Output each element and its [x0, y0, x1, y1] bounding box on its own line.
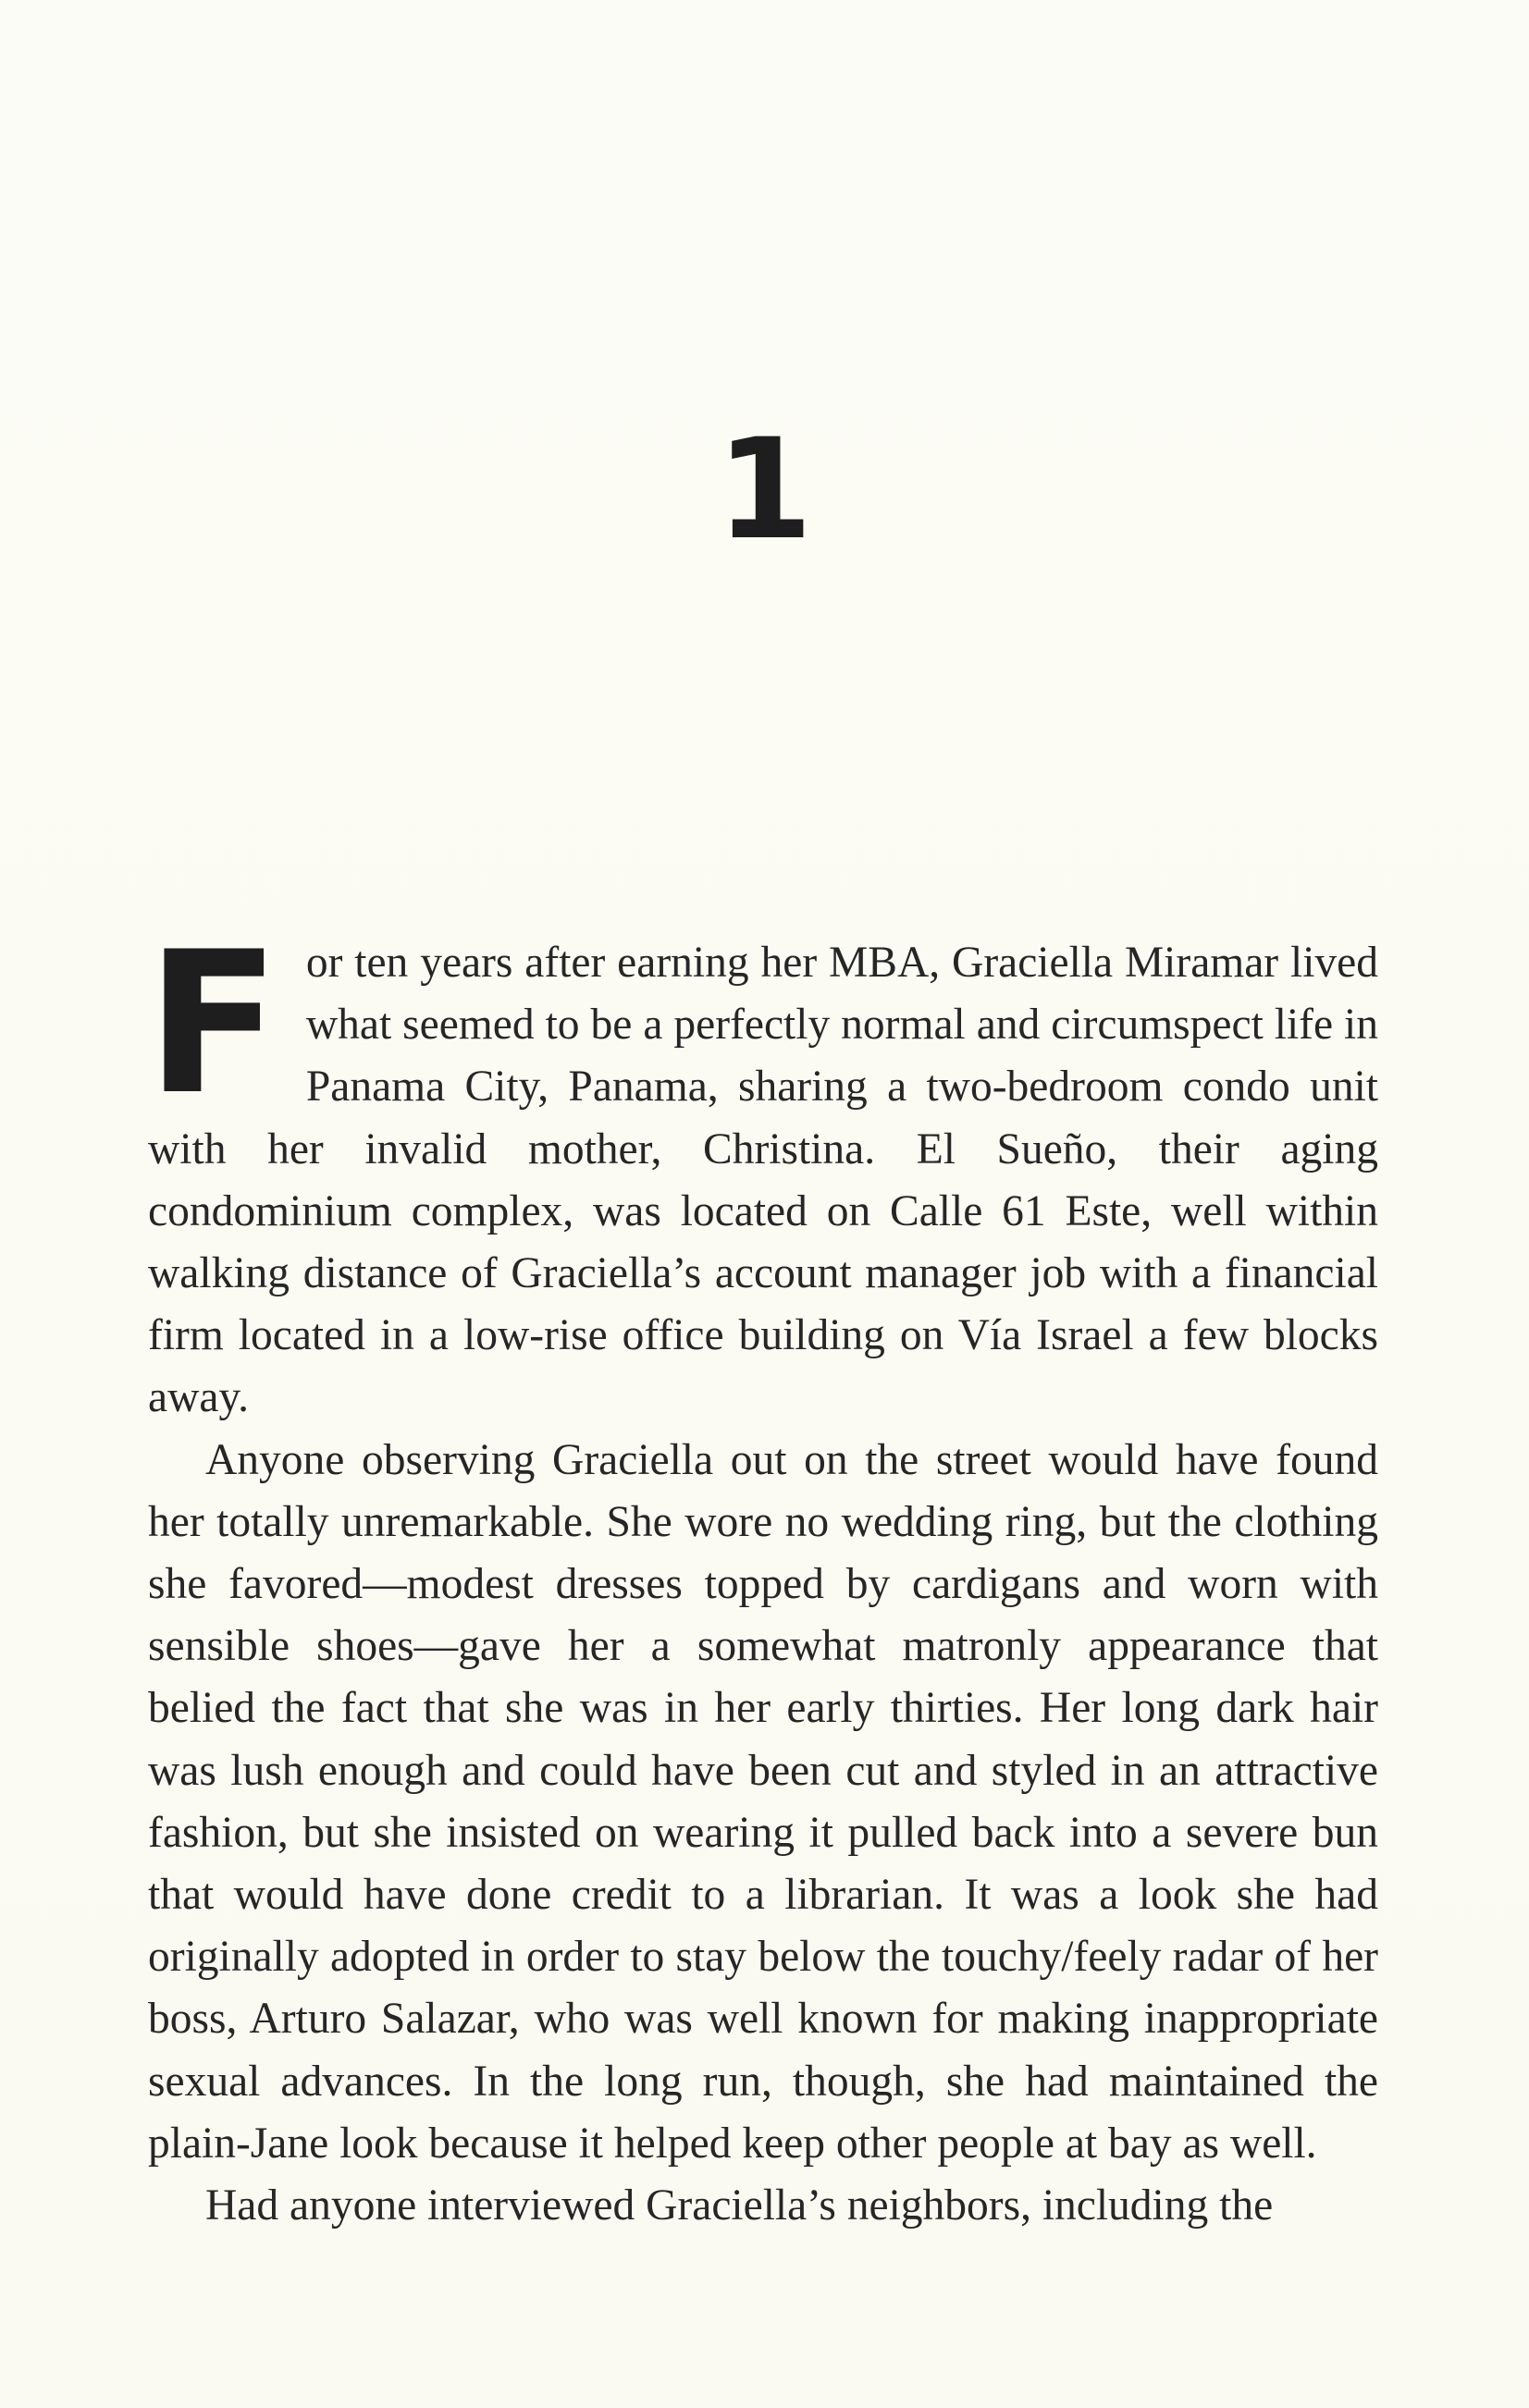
- paragraph-1-text: or ten years after earning her MBA, Graciella Miramar lived what seemed to be a perfectly normal and circumspect life in Panama City, Panama, sharing a two-bedroom condo unit with her invalid mother, Christina. El Sueño, their aging condominium complex, was located on Calle 61 Este, well within walking distance of Graciella’s account manager job with a financial firm located in a low-rise office building on Vía Israel a few blocks away.: [148, 939, 1378, 1422]
- paragraph-2: Anyone observing Graciella out on the street would have found her totally unremarkable. She wore no wedding ring, but the clothing she favored—modest dresses topped by cardigans and worn with sensible shoes—gave her a somewhat matronly appearance that belied the fact that she was in her early thirties. Her long dark hair was lush enough and could have been cut and styled in an attractive fashion, but she insisted on wearing it pulled back into a severe bun that would have done credit to a librarian. It was a look she had originally adopted in order to stay below the touchy/feely radar of her boss, Arturo Salazar, who was well known for making inappropriate sexual advances. In the long run, though, she had maintained the plain-Jane look because it helped keep other people at bay as well.: [148, 1435, 1378, 2168]
- drop-cap: F: [146, 909, 280, 1137]
- body-text: [146, 909, 1378, 2237]
- chapter-number: 1: [716, 410, 813, 571]
- paragraph-1: [146, 909, 1378, 1430]
- paragraph-3: Had anyone interviewed Graciella’s neighbors, including the: [205, 2181, 1274, 2230]
